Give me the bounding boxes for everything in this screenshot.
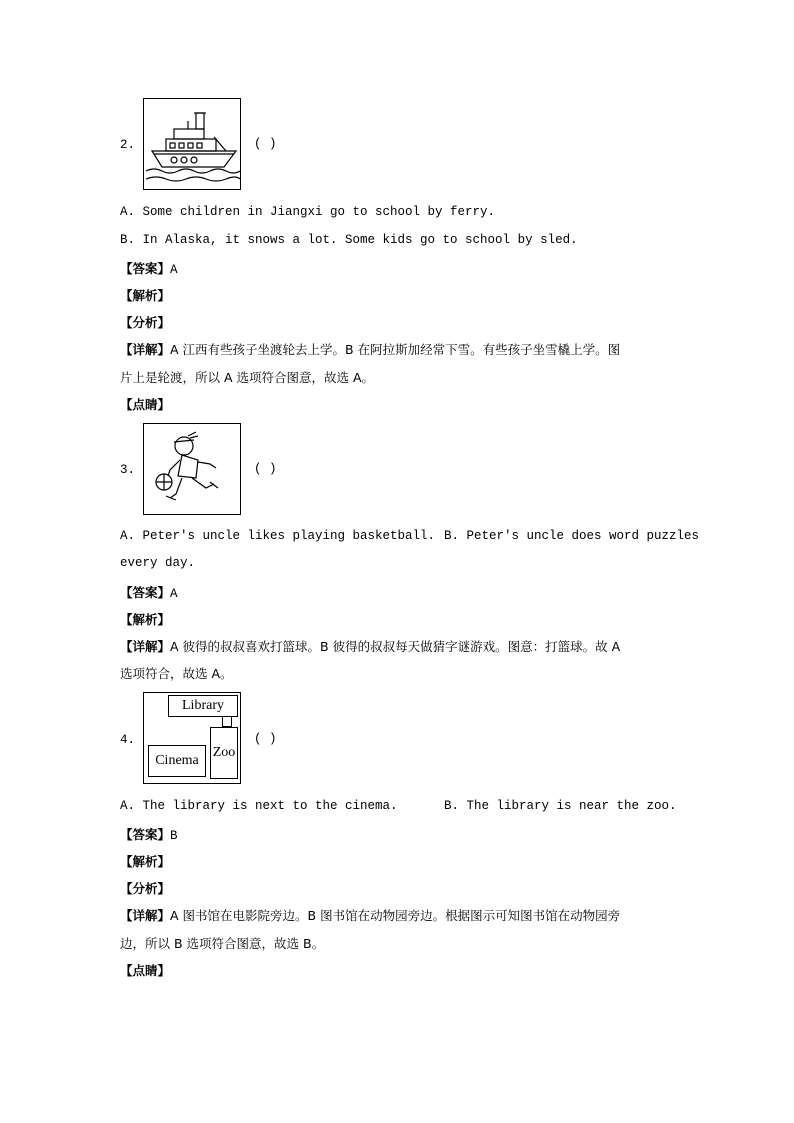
detail-line [120,637,620,655]
detail-text: A 图书馆在电影院旁边。B 图书馆在动物园旁边。根据图示可知图书馆在动物园旁 [170,908,621,923]
option-a: A. Some children in Jiangxi go to school by ferry. [120,205,496,219]
ferry-picture [143,98,241,190]
basketball-picture [143,423,241,515]
detail-text-cont: 边，所以 B 选项符合图意，故选 B。 [120,936,325,951]
parse-tag: 【解析】 [120,854,171,869]
question-number: 2. [120,138,136,152]
option-a: A. The library is next to the cinema. [120,799,398,813]
option-a: A. Peter's uncle likes playing basketball. [120,529,436,543]
detail-line [120,906,620,924]
answer-tag: 【答案】 [120,585,171,600]
analysis-tag: 【分析】 [120,881,171,896]
option-b: B. The library is near the zoo. [444,799,677,813]
map-zoo-label: Zoo [210,727,238,779]
map-library-label: Library [168,695,238,717]
basketball-player-icon [144,424,240,514]
answer-tag: 【答案】 [120,827,171,842]
detail-tag: 【详解】 [120,342,171,357]
map-cinema-label: Cinema [148,745,206,777]
detail-text-cont: 片上是轮渡，所以 A 选项符合图意，故选 A。 [120,370,375,385]
detail-text-cont: 选项符合，故选 A。 [120,666,233,681]
answer-tag: 【答案】 [120,261,171,276]
comment-tag: 【点睛】 [120,397,171,412]
answer-blank: ( ) [254,732,277,746]
question-number: 4. [120,733,136,747]
answer-value: A [170,587,178,601]
detail-tag: 【详解】 [120,639,171,654]
parse-tag: 【解析】 [120,288,171,303]
answer-blank: ( ) [254,137,277,151]
comment-tag: 【点睛】 [120,963,171,978]
option-b: B. In Alaska, it snows a lot. Some kids go to school by sled. [120,233,578,247]
answer-value: B [170,829,178,843]
detail-text: A 彼得的叔叔喜欢打篮球。B 彼得的叔叔每天做猜字谜游戏。图意：打篮球。故 A [170,639,621,654]
map-connector [222,717,232,727]
detail-text: A 江西有些孩子坐渡轮去上学。B 在阿拉斯加经常下雪。有些孩子坐雪橇上学。图 [170,342,621,357]
parse-tag: 【解析】 [120,612,171,627]
answer-blank: ( ) [254,462,277,476]
analysis-tag: 【分析】 [120,315,171,330]
map-picture [143,692,241,784]
detail-tag: 【详解】 [120,908,171,923]
answer-line [120,583,178,601]
question-number: 3. [120,463,136,477]
answer-value: A [170,263,178,277]
ferry-icon [144,99,240,189]
answer-line [120,825,178,843]
option-b: B. Peter's uncle does word puzzles [444,529,700,543]
answer-line [120,259,178,277]
detail-line [120,340,620,358]
option-b-cont: every day. [120,556,196,570]
